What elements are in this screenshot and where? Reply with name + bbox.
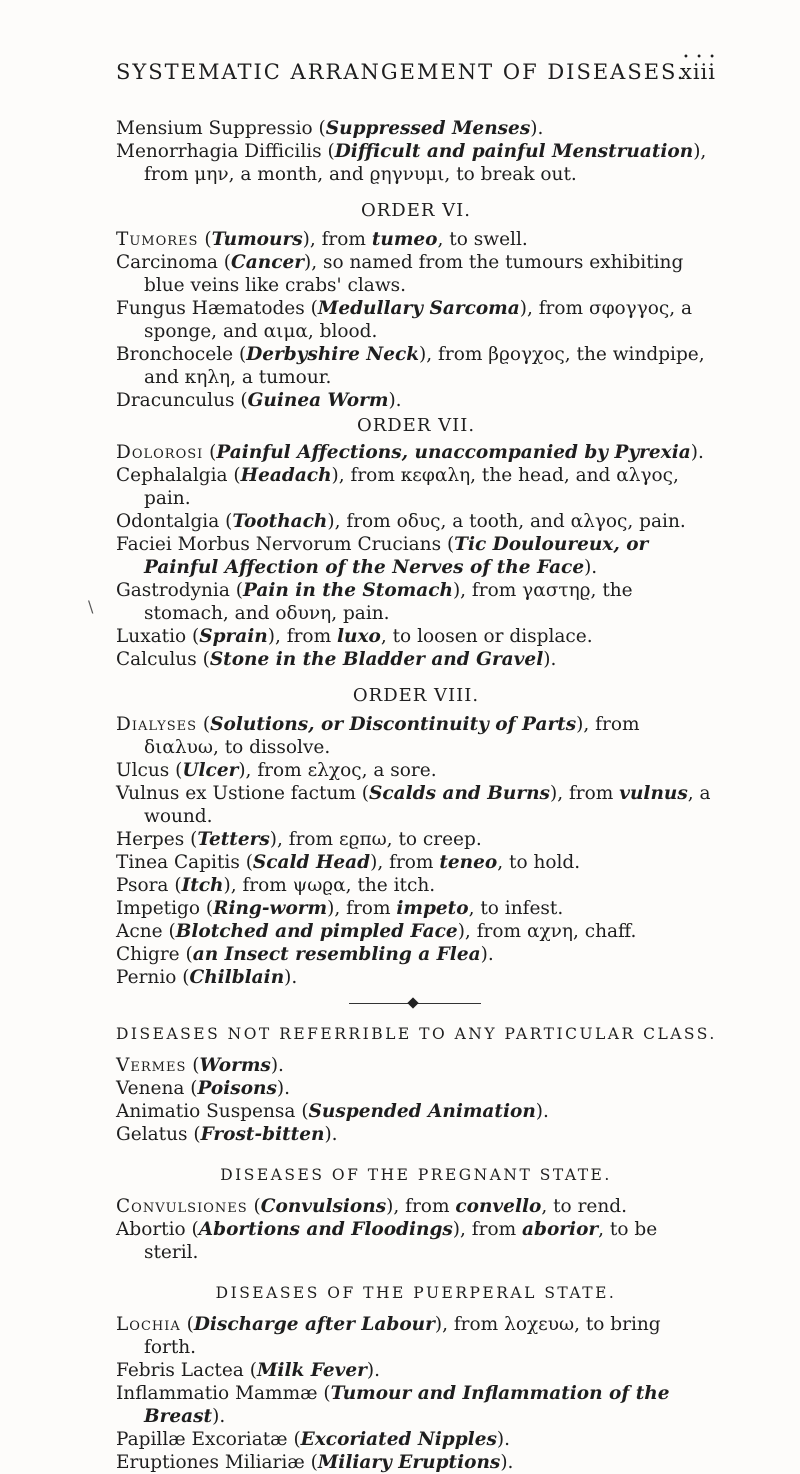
entry-vermes: Vermes (Worms). <box>116 1055 284 1076</box>
page-number: xiii <box>680 60 716 84</box>
entry-abortio: Abortio (Abortions and Floodings), from aborior, to be steril. <box>116 1219 658 1263</box>
running-head <box>116 60 716 84</box>
order-heading: ORDER VII. <box>356 415 476 436</box>
margin-mark: \ <box>88 597 94 616</box>
entry-menorrhagia-difficilis: Menorrhagia Difficilis (Difficult and painful Menstruation), from μην, a month, and ϱηγνυμι, to break out. <box>116 141 707 185</box>
entry-fungus-haematodes: Fungus Hæmatodes (Medullary Sarcoma), from σφογγος, a sponge, and αιμα, blood. <box>116 298 693 342</box>
entry-vulnus: Vulnus ex Ustione factum (Scalds and Burns), from vulnus, a wound. <box>116 783 711 827</box>
entry-bronchocele: Bronchocele (Derbyshire Neck), from βϱογχος, the windpipe, and κηλη, a tumour. <box>116 344 705 388</box>
section-heading: DISEASES OF THE PUERPERAL STATE. <box>215 1284 617 1302</box>
entry-eruptiones-miliariae: Eruptiones Miliariæ (Miliary Eruptions). <box>116 1452 514 1473</box>
entry-calculus: Calculus (Stone in the Bladder and Gravel). <box>116 649 557 670</box>
entry-lochia: Lochia (Discharge after Labour), from λοχευω, to bring forth. <box>116 1314 661 1358</box>
entry-chigre: Chigre (an Insect resembling a Flea). <box>116 944 494 965</box>
entry-febris-lactea: Febris Lactea (Milk Fever). <box>116 1360 380 1381</box>
entry-gastrodynia: Gastrodynia (Pain in the Stomach), from γαστηϱ, the stomach, and οδυνη, pain. <box>116 580 633 624</box>
entry-pernio: Pernio (Chilblain). <box>116 967 298 988</box>
entry-convulsiones: Convulsiones (Convulsions), from convello, to rend. <box>116 1196 628 1217</box>
entry-cephalalgia: Cephalalgia (Headach), from κεφαλη, the head, and αλγος, pain. <box>116 465 679 509</box>
entry-papillae-excoriatae: Papillæ Excoriatæ (Excoriated Nipples). <box>116 1429 510 1450</box>
entry-animatio-suspensa: Animatio Suspensa (Suspended Animation). <box>116 1101 549 1122</box>
entry-dialyses: Dialyses (Solutions, or Discontinuity of Parts), from διαλυω, to dissolve. <box>116 714 640 758</box>
entry-carcinoma: Carcinoma (Cancer), so named from the tumours exhibiting blue veins like crabs' claws. <box>116 252 684 296</box>
section-heading: DISEASES NOT REFERRIBLE TO ANY PARTICULAR CLASS. <box>116 1025 717 1043</box>
entry-ulcus: Ulcus (Ulcer), from ελχος, a sore. <box>116 760 437 781</box>
dots-ornament: • • • <box>683 52 718 63</box>
entry-inflammatio-mammae: Inflammatio Mammæ (Tumour and Inflammation of the Breast). <box>116 1383 670 1427</box>
entry-psora: Psora (Itch), from ψωϱα, the itch. <box>116 875 436 896</box>
entry-herpes: Herpes (Tetters), from εϱπω, to creep. <box>116 829 482 850</box>
entry-dracunculus: Dracunculus (Guinea Worm). <box>116 390 402 411</box>
order-heading: ORDER VIII. <box>352 685 480 706</box>
entry-acne: Acne (Blotched and pimpled Face), from αχνη, chaff. <box>116 921 637 942</box>
entry-faciei-morbus: Faciei Morbus Nervorum Crucians (Tic Douloureux, or Painful Affection of the Nerves of the Face). <box>116 534 649 578</box>
entry-gelatus: Gelatus (Frost-bitten). <box>116 1124 338 1145</box>
section-divider <box>116 995 716 1013</box>
running-title: SYSTEMATIC ARRANGEMENT OF DISEASES. <box>116 60 686 84</box>
divider-diamond-icon <box>407 997 418 1008</box>
entry-tumores: Tumores (Tumours), from tumeo, to swell. <box>116 229 528 250</box>
entry-dolorosi: Dolorosi (Painful Affections, unaccompanied by Pyrexia). <box>116 442 704 463</box>
entry-venena: Venena (Poisons). <box>116 1078 291 1099</box>
entry-odontalgia: Odontalgia (Toothach), from οδυς, a tooth, and αλγος, pain. <box>116 511 686 532</box>
entry-impetigo: Impetigo (Ring-worm), from impeto, to infest. <box>116 898 564 919</box>
section-heading: DISEASES OF THE PREGNANT STATE. <box>220 1166 612 1184</box>
entry-tinea-capitis: Tinea Capitis (Scald Head), from teneo, to hold. <box>116 852 581 873</box>
page-body <box>116 117 716 1474</box>
entry-mensium-suppressio: Mensium Suppressio (Suppressed Menses). <box>116 118 544 139</box>
order-heading: ORDER VI. <box>361 200 471 221</box>
entry-luxatio: Luxatio (Sprain), from luxo, to loosen or displace. <box>116 626 593 647</box>
